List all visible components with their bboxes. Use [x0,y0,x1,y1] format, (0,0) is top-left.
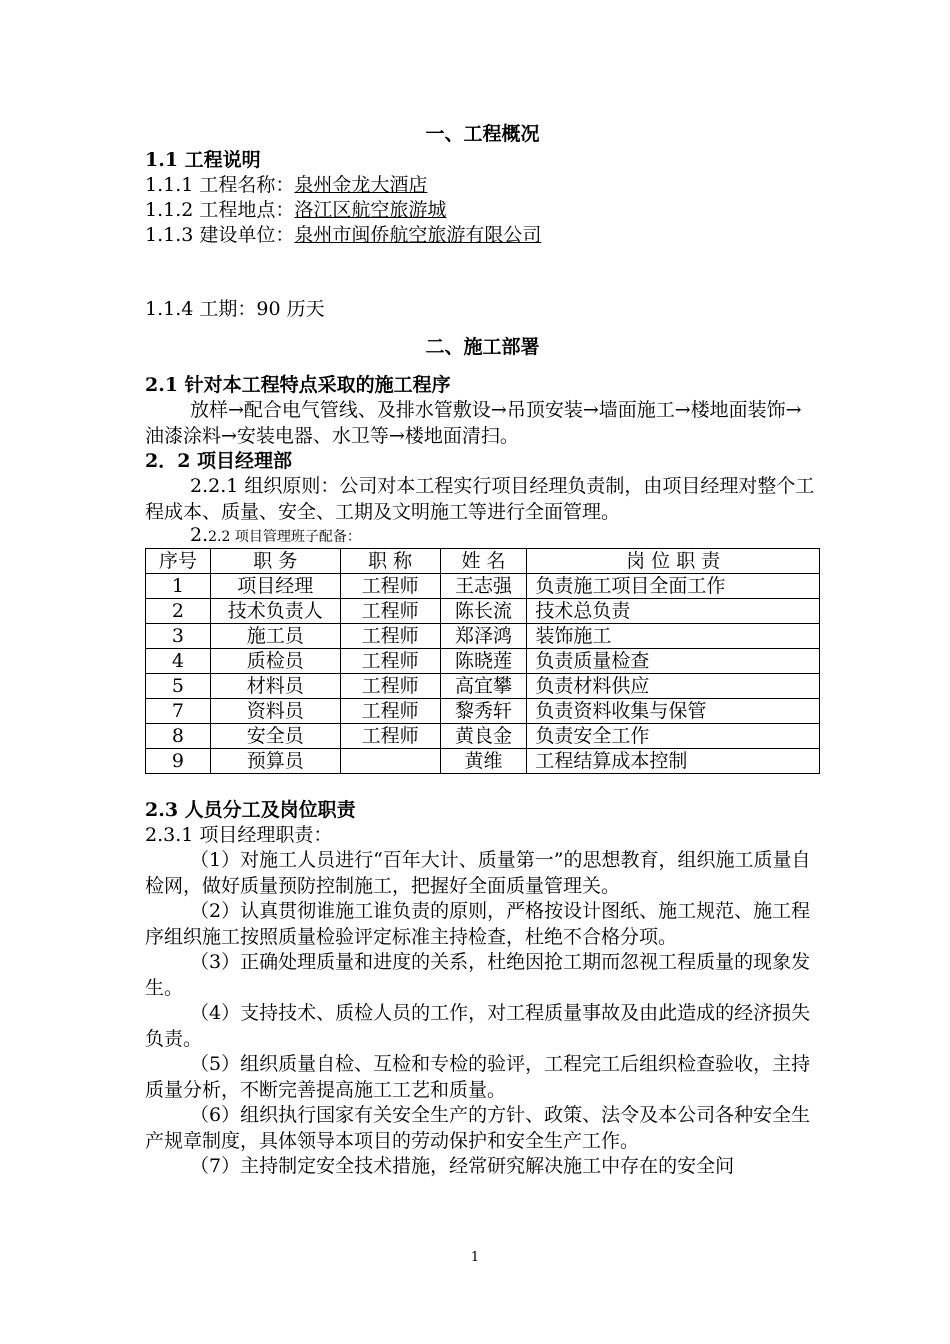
project-name-label: 1.1.1 工程名称： [145,174,295,196]
table-row [146,649,820,674]
table-cell: 2 [146,599,211,624]
table-cell: 负责资料收集与保管 [527,699,820,724]
table-cell: 3 [146,624,211,649]
table-cell: 工程师 [340,674,440,699]
duty-item: （7）主持制定安全技术措施，经常研究解决施工中存在的安全问 [190,1155,735,1177]
duty-item: （2）认真贯彻谁施工谁负责的原则，严格按设计图纸、施工规范、施工程序组织施工按照质量检验评定标准主持检查，杜绝不合格分项。 [145,900,811,948]
table-row [146,599,820,624]
subsection-2-2-title: 2．2 项目经理部 [145,450,293,472]
page-number: 1 [470,1250,480,1265]
table-cell: 材料员 [210,674,340,699]
table-cell: 负责质量检查 [527,649,820,674]
project-owner-value: 泉州市闽侨航空旅游有限公司 [294,224,542,246]
construction-sequence-text: 放样→配合电气管线、及排水管敷设→吊顶安装→墙面施工→楼地面装饰→油漆涂料→安装电器、水卫等→楼地面清扫。 [145,399,802,447]
table-cell: 质检员 [210,649,340,674]
table-cell: 黄维 [440,749,527,774]
subsection-1-1-title: 1.1 工程说明 [145,149,261,171]
management-team-table [145,548,820,774]
table-cell: 5 [146,674,211,699]
table-row [146,749,820,774]
table-cell: 项目经理 [210,574,340,599]
table-cell: 陈长流 [440,599,527,624]
table-cell: 工程师 [340,724,440,749]
duty-item: （4）支持技术、质检人员的工作，对工程质量事故及由此造成的经济损失负责。 [145,1002,811,1050]
table-header-cell: 岗 位 职 责 [527,549,820,574]
table-cell: 工程师 [340,574,440,599]
table-cell: 王志强 [440,574,527,599]
section-2-title: 二、施工部署 [425,336,540,358]
table-header-cell: 职 称 [340,549,440,574]
table-cell: 负责安全工作 [527,724,820,749]
table-cell: 高宜攀 [440,674,527,699]
table-row [146,674,820,699]
table-cell: 4 [146,649,211,674]
table-cell: 施工员 [210,624,340,649]
pm-duties-heading: 2.3.1 项目经理职责： [145,824,333,846]
table-cell: 工程师 [340,624,440,649]
table-header-row [146,549,820,574]
table-row [146,699,820,724]
table-cell: 黄良金 [440,724,527,749]
table-header-cell: 序号 [146,549,211,574]
subsection-2-1-title: 2.1 针对本工程特点采取的施工程序 [145,374,451,396]
table-cell: 8 [146,724,211,749]
table-header-cell: 职 务 [210,549,340,574]
table-cell: 预算员 [210,749,340,774]
duty-item: （6）组织执行国家有关安全生产的方针、政策、法令及本公司各种安全生产规章制度，具体领导本项目的劳动保护和安全生产工作。 [145,1104,811,1152]
table-row [146,724,820,749]
table-cell: 装饰施工 [527,624,820,649]
table-row [146,624,820,649]
table-cell: 工程结算成本控制 [527,749,820,774]
team-config-caption [145,525,820,547]
table-row [146,574,820,599]
duty-item: （3）正确处理质量和进度的关系，杜绝因抢工期而忽视工程质量的现象发生。 [145,951,811,999]
table-cell: 黎秀轩 [440,699,527,724]
table-header-cell: 姓 名 [440,549,527,574]
section-1-title: 一、工程概况 [425,123,540,145]
project-name-line [145,173,820,198]
table-cell: 技术负责人 [210,599,340,624]
table-cell: 负责材料供应 [527,674,820,699]
project-owner-label: 1.1.3 建设单位： [145,224,295,246]
table-cell: 安全员 [210,724,340,749]
project-name-value: 泉州金龙大酒店 [294,174,428,196]
table-cell: 陈晓莲 [440,649,527,674]
table-cell: 负责施工项目全面工作 [527,574,820,599]
table-cell: 资料员 [210,699,340,724]
project-site-label: 1.1.2 工程地点： [145,199,295,221]
subsection-2-3-title: 2.3 人员分工及岗位职责 [145,799,356,821]
duty-item: （1）对施工人员进行“百年大计、质量第一”的思想教育，组织施工质量自检网，做好质量预防控制施工，把握好全面质量管理关。 [145,849,811,897]
document-page [145,120,820,1180]
table-cell: 工程师 [340,649,440,674]
table-cell: 7 [146,699,211,724]
project-site-line [145,198,820,223]
team-config-caption-text: 2.2 项目管理班子配备： [208,529,361,545]
table-cell: 1 [146,574,211,599]
duty-item: （5）组织质量自检、互检和专检的验评，工程完工后组织检查验收，主持质量分析，不断完善提高施工工艺和质量。 [145,1053,811,1101]
table-cell [340,749,440,774]
team-config-caption-prefix: 2. [190,524,209,546]
project-site-value: 洛江区航空旅游城 [294,199,447,221]
table-cell: 9 [146,749,211,774]
table-cell: 郑泽鸿 [440,624,527,649]
table-cell: 工程师 [340,699,440,724]
table-cell: 工程师 [340,599,440,624]
organization-principle-text: 2.2.1 组织原则：公司对本工程实行项目经理负责制，由项目经理对整个工程成本、质量、安全、工期及文明施工等进行全面管理。 [145,475,815,523]
project-owner-line [145,223,820,248]
table-cell: 技术总负责 [527,599,820,624]
project-period: 1.1.4 工期：90 历天 [145,298,325,320]
